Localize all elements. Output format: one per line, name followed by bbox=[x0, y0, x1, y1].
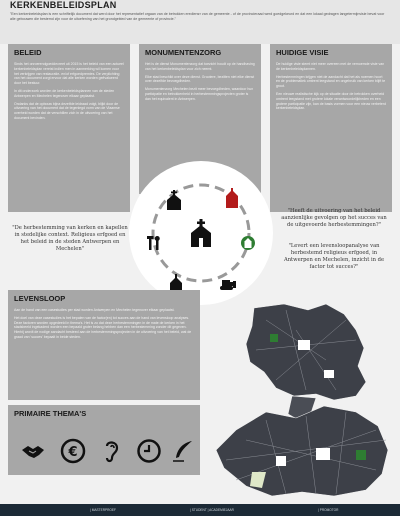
footer-promotor: | PROMOTOR bbox=[318, 508, 339, 512]
research-question-2: "Levert een levensloopanalyse van herbestemd religieus erfgoed, in Antwerpen en Mechelen, inzicht in de factor tot succes?" bbox=[283, 243, 385, 270]
handshake-icon bbox=[20, 438, 46, 464]
page-title: KERKENBELEIDSPLAN bbox=[10, 0, 117, 10]
levensloop-heading: LEVENSLOOP bbox=[14, 294, 66, 303]
intro-quote: "Een kerkenbeleidsplan is een schriftelijk document dat werd door het representatief orgaan van de betrokken erediensт van de gemeente - of de provincieraad werd goedgekeurd en dat een lokaal gedragen langetermijnvisie bevat voor alle gebouwen die bestemd zijn voor de uitoefening van het grondgebied van de gemeente of provincie." bbox=[10, 12, 385, 21]
monumentenzorg-text-1: Het is de dienst Monumentenzorg dat toezicht houdt op de handhaving van het kerkenbeleidsplan voor zich neemt. bbox=[145, 62, 255, 71]
quill-icon bbox=[170, 438, 196, 464]
church-red-icon bbox=[223, 188, 241, 208]
beleid-text-2: In dit onderzoek worden de kerkenbeleidsplannen van de steden Antwerpen en Mechelen tegenover elkaar geplaatst. bbox=[14, 88, 115, 98]
huidige-visie-panel bbox=[270, 44, 392, 212]
huidige-visie-heading: HUIDIGE VISIE bbox=[276, 48, 329, 57]
main-church-icon bbox=[187, 219, 215, 247]
beleid-heading: BELEID bbox=[14, 48, 42, 57]
huidige-visie-text-3: Een nieuwe realistische kijk op de situatie door de betrokken overheid omtrent leegstand met grotere lokale verantwoordelijkheden en een grotere participatie zijn, kan de basis vormen voor een nieuw verbeterd kerkenbeleidsplan. bbox=[276, 91, 386, 111]
church-icon-top-left bbox=[165, 190, 183, 210]
levensloop-panel bbox=[8, 290, 200, 400]
monumentenzorg-heading: MONUMENTENZORG bbox=[145, 48, 222, 57]
ear-icon bbox=[98, 438, 124, 464]
research-title-quote: "De herbestemming van kerken en kapellen in stedelijke context. Religieus erfgoed en het beleid in de steden Antwerpen en Mechelen" bbox=[12, 225, 128, 252]
footer-masterproef: | MASTERPROEF bbox=[90, 508, 116, 512]
research-question-1: "Heeft de uitvoering van het beleid aanzienlijke gevolgen op het succes van de uitgevoerde herbestemmingen?" bbox=[281, 208, 387, 228]
footer-student-year: | STUDENT | ACADEMIEJAAR bbox=[190, 508, 234, 512]
monumentenzorg-text-2: Elke stad beschikt over deze dienst. Grootere, bezitten niet elke dienst over dezelfde bevoegdheden. bbox=[145, 74, 255, 84]
green-church-icon bbox=[240, 235, 256, 251]
footer-bar bbox=[0, 504, 400, 516]
themes-heading: PRIMAIRE THEMA'S bbox=[14, 409, 87, 418]
beleid-panel bbox=[8, 44, 130, 212]
beleid-text-1: Sinds het onroerendgoeddecreet uit 2015 is het beleid van een actueel kerkenbeleidsplan vereist indien men in aanmerking wil komen voor het verkrijgen van restauratie- en/of erfgoedpremies. De verplichting van het document zorgt ervoor dat alle kerken worden geëvalueerd door het bestuur. bbox=[14, 62, 124, 86]
tools-icon bbox=[146, 235, 162, 251]
levensloop-text-2: Het doel van deze casestudies is het bepalen van de factor(en) tot succes aan de hand van levensloop analyses. Deze factoren worden opgedeeld in thema's. Het is zo dat deze herbestemmingen in de mate de kerken in het stadsbeeld ingekaderd worden een bepaald groter belang hebben dan een herbestemming zonder dit gegeven. Hierbij wordt de nodige aandacht besteed aan de herbestemmingsprojecten in de uitvoering van het beleid, wat de graad van 'succes' bepaalt in beide steden. bbox=[14, 315, 192, 339]
svg-text:€: € bbox=[68, 445, 78, 460]
monumentenzorg-text-3: Monumentenzorg Mechelen bezit meer bevoegdheden, waardoor hun participatie en betrokkenheid in herbestemmingsprojecten groter is dan het equivalent in Antwerpen. bbox=[145, 87, 254, 101]
huidige-visie-text-2: Herbestemmingen krijgen niet de aandacht dat het als noemen hoort en de problematiek omtrent leegstand en ongebruik van kerken blijft te groot. bbox=[276, 74, 386, 89]
beleid-text-3: Ondanks dat de opbouw bijna dezelfde leidraad volgt, blijkt door de uitvoering van het document dat de tegenlegd vorm van de Vlaamse overheid worden dat de verschillen zich in de uitvoering van het document bevinden. bbox=[14, 101, 120, 120]
bulldozer-icon bbox=[218, 276, 238, 292]
city-map bbox=[206, 300, 398, 500]
euro-icon bbox=[60, 438, 86, 464]
clock-icon bbox=[136, 438, 162, 464]
levensloop-text-1: Aan de hand van een casestudies per stad worden Antwerpen en Mechelen tegenover elkaar geplaatst. bbox=[14, 308, 175, 312]
huidige-visie-text-1: De huidige visie stemt niet meer overeen met de vernoemde visie van de kerkenbeleidsplannen. bbox=[276, 62, 385, 71]
